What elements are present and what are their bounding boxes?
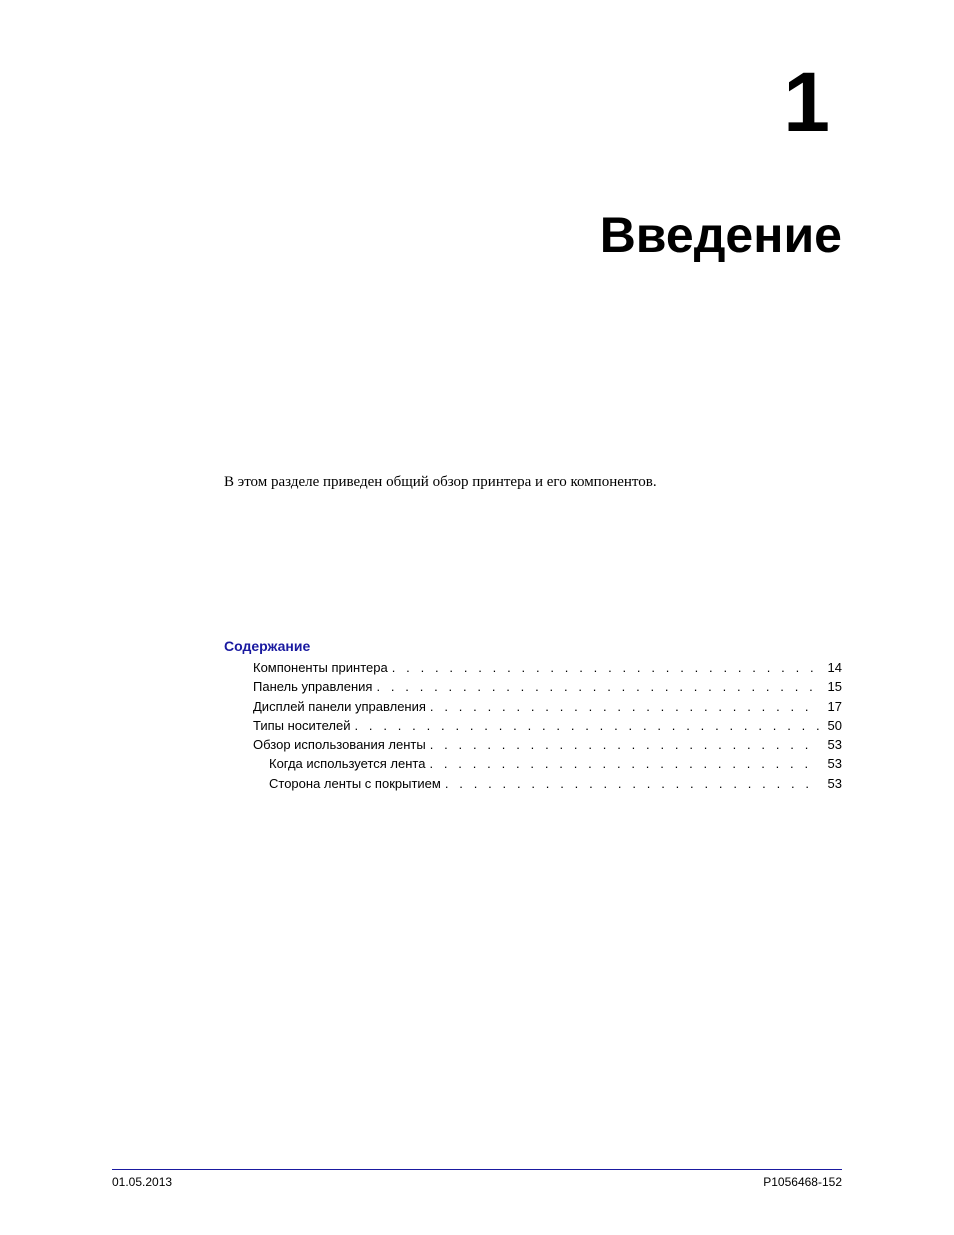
toc-heading: Содержание [224, 638, 311, 654]
toc-page-number: 53 [827, 775, 842, 791]
toc-page-number: 53 [827, 737, 842, 753]
toc-entry-title: Дисплей панели управления [253, 698, 426, 714]
toc-dot-leader [354, 716, 820, 735]
toc-dot-leader [429, 754, 820, 773]
table-of-contents [224, 637, 842, 793]
toc-entry-printer-components[interactable] [224, 658, 842, 677]
toc-dot-leader [392, 658, 820, 677]
toc-page-number: 14 [827, 660, 842, 675]
toc-page-number: 17 [827, 698, 842, 714]
toc-page-number: 50 [827, 717, 842, 733]
toc-entry-control-panel[interactable] [224, 677, 842, 696]
toc-page-number: 15 [827, 679, 842, 695]
footer-date: 01.05.2013 [112, 1175, 173, 1189]
footer-divider [112, 1169, 842, 1170]
toc-entry-media-types[interactable] [224, 716, 842, 735]
toc-entry-ribbon-overview[interactable] [224, 735, 842, 754]
chapter-number: 1 [783, 55, 830, 149]
toc-entry-title: Когда используется лента [269, 756, 426, 772]
toc-entry-title: Компоненты принтера [253, 660, 388, 675]
toc-dot-leader [430, 735, 820, 754]
toc-entry-control-panel-display[interactable] [224, 697, 842, 716]
intro-paragraph: В этом разделе приведен общий обзор принтера и его компонентов. [224, 474, 657, 490]
toc-list [224, 658, 842, 793]
toc-entry-title: Сторона ленты с покрытием [269, 775, 441, 791]
toc-dot-leader [445, 774, 820, 793]
footer-document-number: P1056468-152 [763, 1175, 842, 1189]
toc-entry-when-ribbon-used[interactable] [224, 754, 842, 773]
toc-entry-coated-side-of-ribbon[interactable] [224, 774, 842, 793]
toc-dot-leader [376, 677, 820, 696]
toc-entry-title: Обзор использования ленты [253, 737, 426, 753]
chapter-title: Введение [599, 207, 842, 263]
toc-entry-title: Типы носителей [253, 717, 351, 733]
toc-dot-leader [430, 697, 820, 716]
toc-page-number: 53 [827, 756, 842, 772]
toc-entry-title: Панель управления [253, 679, 373, 695]
